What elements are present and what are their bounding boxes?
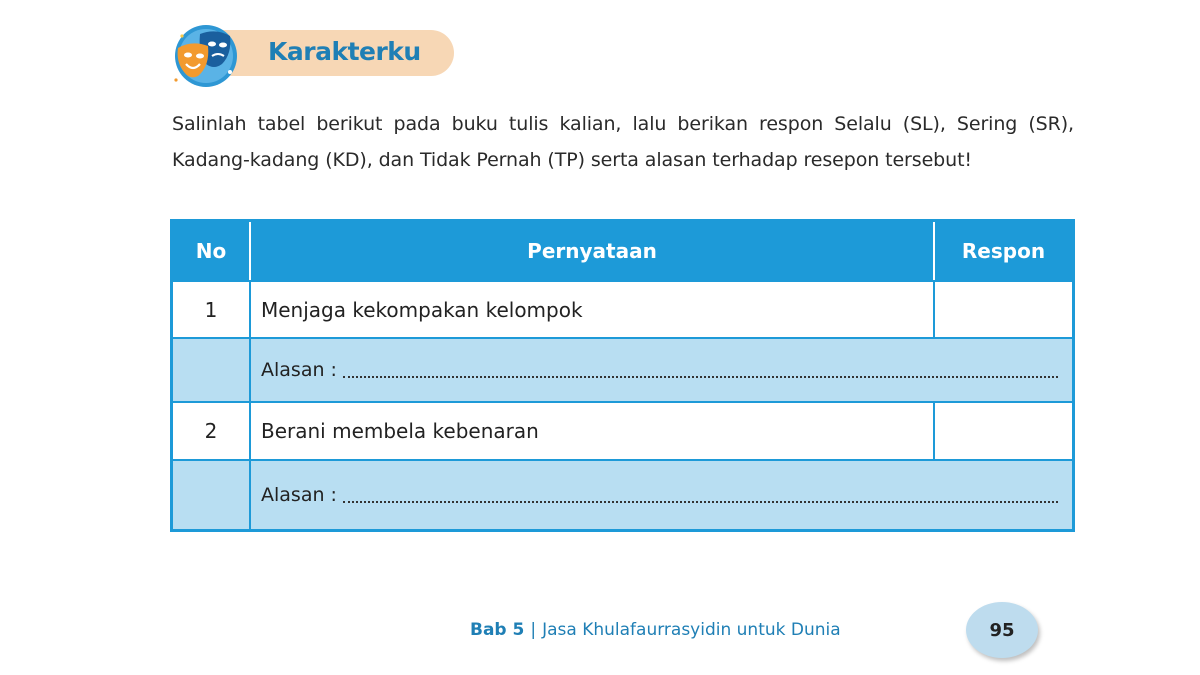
reason-row bbox=[173, 339, 1072, 401]
table-header-row bbox=[173, 222, 1072, 280]
footer-separator: | bbox=[530, 620, 537, 640]
reason-label: Alasan : bbox=[261, 359, 337, 381]
theater-masks-icon bbox=[170, 20, 244, 88]
reason-field[interactable] bbox=[249, 461, 1072, 529]
response-field[interactable] bbox=[933, 282, 1072, 337]
instruction-text: Salinlah tabel berikut pada buku tulis kalian, lalu berikan respon Selalu (SL), Sering (SR), Kadang-kadang (KD), dan Tidak Pernah (TP) serta alasan terhadap resepon tersebut! bbox=[172, 113, 1074, 171]
reason-row-number-cell bbox=[173, 461, 249, 529]
reason-row bbox=[173, 461, 1072, 529]
response-field[interactable] bbox=[933, 403, 1072, 459]
table-row bbox=[173, 282, 1072, 337]
dotted-line bbox=[343, 500, 1058, 503]
reason-row-number-cell bbox=[173, 339, 249, 401]
row-statement: Menjaga kekompakan kelompok bbox=[249, 282, 933, 337]
section-badge bbox=[170, 20, 460, 88]
chapter-label: Bab 5 bbox=[470, 620, 525, 640]
table-row bbox=[173, 403, 1072, 459]
row-statement: Berani membela kebenaran bbox=[249, 403, 933, 459]
response-table bbox=[170, 219, 1075, 532]
row-number: 2 bbox=[173, 403, 249, 459]
page-footer bbox=[470, 620, 841, 640]
section-title: Karakterku bbox=[268, 37, 421, 66]
page-number: 95 bbox=[966, 602, 1038, 658]
row-number: 1 bbox=[173, 282, 249, 337]
dotted-line bbox=[343, 375, 1058, 378]
header-statement: Pernyataan bbox=[249, 222, 933, 280]
reason-label: Alasan : bbox=[261, 484, 337, 506]
header-response: Respon bbox=[933, 222, 1072, 280]
header-no: No bbox=[173, 222, 249, 280]
reason-field[interactable] bbox=[249, 339, 1072, 401]
chapter-title: Jasa Khulafaurrasyidin untuk Dunia bbox=[542, 620, 841, 640]
